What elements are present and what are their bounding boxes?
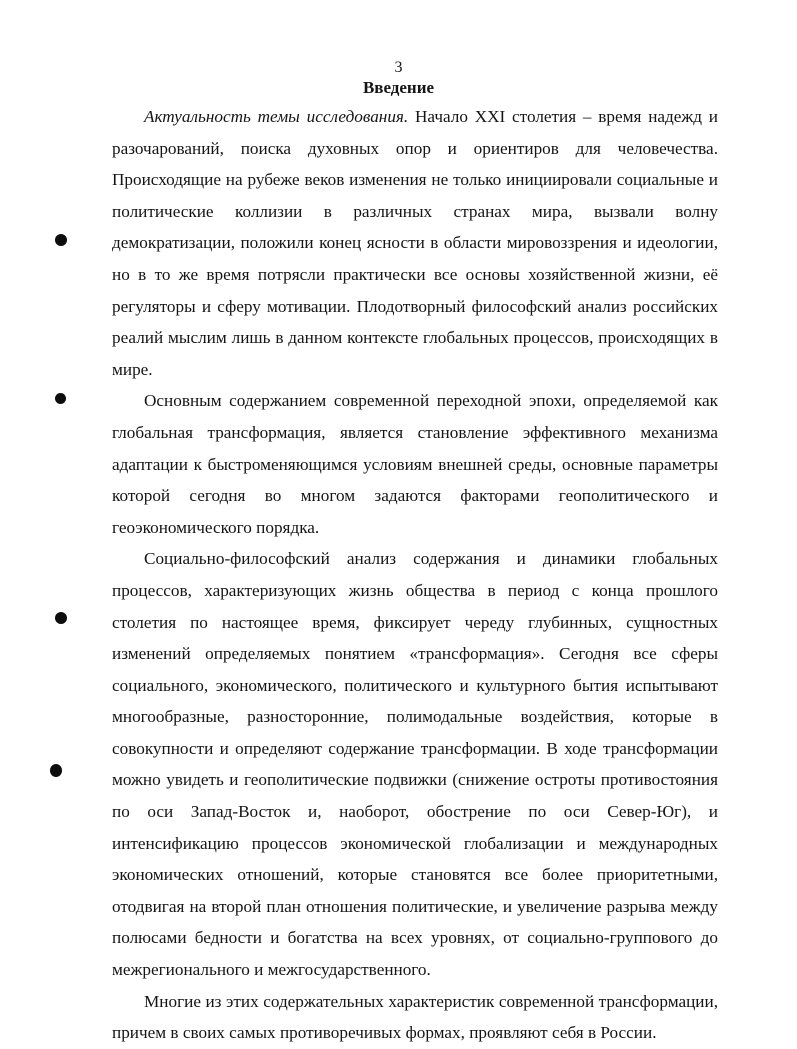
paragraph: [112, 543, 718, 985]
paragraph: [112, 101, 718, 385]
body-text: [112, 101, 718, 1049]
punch-hole-mark: [55, 612, 67, 624]
punch-hole-mark: [55, 234, 67, 246]
paragraph-lead: Актуальность темы исследования.: [144, 107, 409, 126]
paragraph: [112, 385, 718, 543]
paragraph-text: Многие из этих содержательных характеристик современной трансформации, причем в своих самых противоречивых формах, проявляют себя в России.: [112, 991, 718, 1043]
paragraph-text: Основным содержанием современной переходной эпохи, определяемой как глобальная трансформация, является становление эффективного механизма адаптации к быстроменяющимся условиям внешней среды, основные параметры которой сегодня во многом задаются факторами геополитического и геоэкономического порядка.: [112, 391, 718, 537]
paragraph-text: Социально-философский анализ содержания и динамики глобальных процессов, характеризующих жизнь общества в период с конца прошлого столетия по настоящее время, фиксирует череду глубинных, сущностных изменений определяемых понятием «трансформация». Сегодня все сферы социального, экономического, политического и культурного бытия испытывают многообразные, разносторонние, полимодальные воздействия, которые в совокупности и определяют содержание трансформации. В ходе трансформации можно увидеть и геополитические подвижки (снижение остроты противостояния по оси Запад-Восток и, наоборот, обострение по оси Север-Юг), и интенсификацию процессов экономической глобализации и международных экономических отношений, которые становятся все более приоритетными, отодвигая на второй план отношения политические, и увеличение разрыва между полюсами бедности и богатства на всех уровнях, от социально-группового до межрегионального и межгосударственного.: [112, 549, 718, 980]
page-number: 3: [394, 59, 403, 76]
paragraph-text: Начало XXI столетия – время надежд и разочарований, поиска духовных опор и ориентиров для человечества. Происходящие на рубеже веков изменения не только инициировали социальные и политические коллизии в различных странах мира, вызвали волну демократизации, положили конец ясности в области мировоззрения и идеологии, но в то же время потрясли практически все основы хозяйственной жизни, её регуляторы и сферу мотивации. Плодотворный философский анализ российских реалий мыслим лишь в данном контексте глобальных процессов, происходящих в мире.: [112, 107, 719, 379]
punch-hole-mark: [55, 393, 66, 404]
paragraph: [112, 986, 718, 1049]
section-heading: Введение: [362, 78, 435, 97]
punch-hole-mark: [50, 764, 62, 777]
